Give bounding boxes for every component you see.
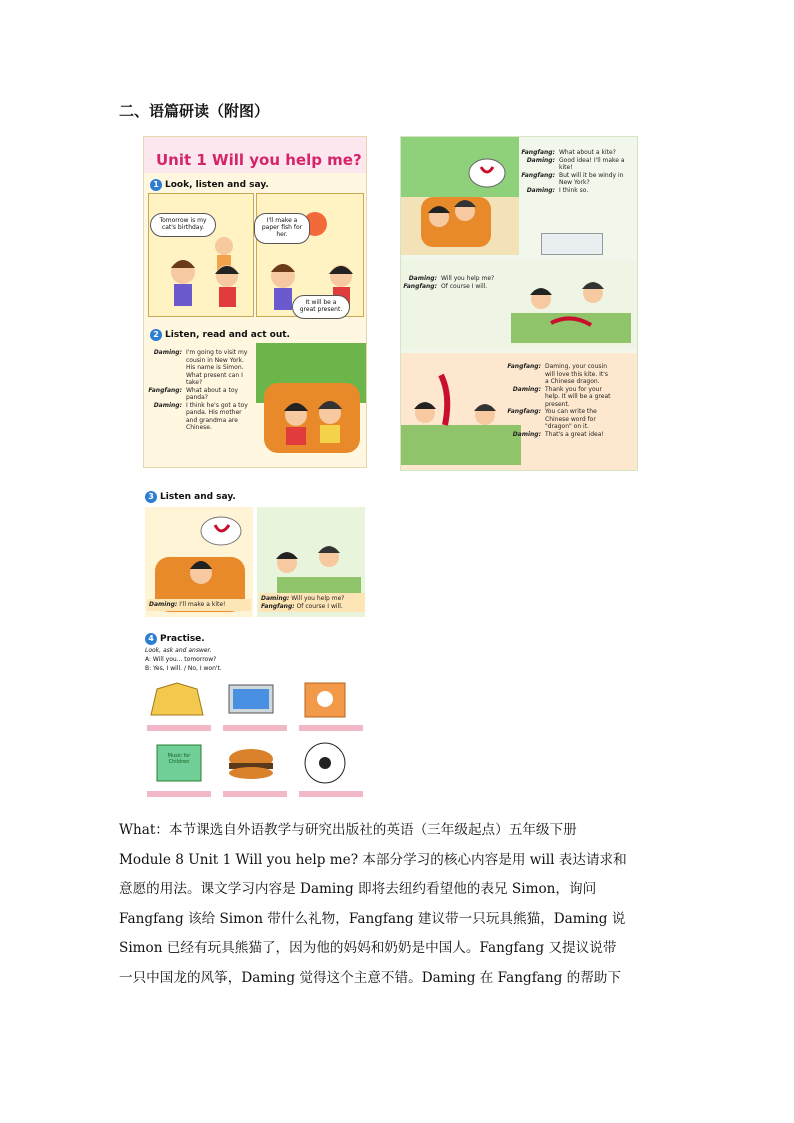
sofa-illustration [256,343,366,467]
computer-icon [229,685,273,713]
burger-icon [229,749,273,779]
textbook-page-left [143,136,367,468]
speech-bubble: Tomorrow is my cat's birthday. [150,213,216,237]
desk-illustration [541,233,603,255]
paragraph-line: Simon 已经有玩具熊猫了，因为他的妈妈和奶奶是中国人。Fangfang 又提议说带 [119,940,617,956]
caption-right [259,593,365,612]
unit-title: Unit 1 Will you help me? [156,151,362,169]
section-1-label: 1 Look, listen and say. [150,179,269,191]
textbook-page-right [400,136,638,471]
paragraph-line: What：本节课选自外语教学与研究出版社的英语（三年级起点）五年级下册 [119,822,577,838]
paragraph-line: 意愿的用法。课文学习内容是 Daming 即将去纽约看望他的表兄 Simon，询问 [119,881,597,897]
dialogue-line: Daming: That's a great idea! [512,430,604,438]
instruction: Look, ask and answer. [145,647,212,654]
dialogue-line: Daming: Will you help me? [408,275,495,282]
paragraph-line: 一只中国龙的风筝，Daming 觉得这个主意不错。Daming 在 Fangfang 的帮助下 [119,969,621,986]
caption-left: Daming: I'll make a kite! [147,599,251,611]
scene-1-illustration [401,137,519,255]
kite-icon [305,683,345,717]
dialogue-line: Daming: I think so. [526,186,589,194]
dialogue-line: Fangfang: Daming, your cousin will love this kite. It's a Chinese dragon. [507,363,609,385]
jacket-icon [151,683,203,715]
comic-panel-1 [148,193,254,317]
paragraph-line: Module 8 Unit 1 Will you help me? 本部分学习的核心内容是用 will 表达请求和 [119,851,627,868]
football-icon [305,743,345,783]
scene-2-illustration [501,263,637,349]
section-3-label: 3 Listen and say. [145,491,236,503]
paragraph-line: Fangfang 该给 Simon 带什么礼物，Fangfang 建议带一只玩具熊猫，Daming 说 [119,910,626,927]
dialogue-line: Fangfang: Of course I will. [261,602,343,610]
dialogue-line: Daming: Thank you for your help. It will be a great present. [512,385,611,408]
speech-bubble: I'll make a paper fish for her. [254,213,310,244]
analysis-paragraph [119,816,675,993]
dialogue-block [401,275,509,290]
dialogue-line: Fangfang: What about a kite? [521,149,616,156]
dialogue-line: Daming: I think he's got a toy panda. His mother and grandma are Chinese. [153,401,248,431]
prompt-a: A: Will you... tomorrow? [145,656,217,663]
dialogue-block [519,149,627,194]
speech-bubble: It will be a great present. [292,295,350,319]
dialogue-line: Daming: Good idea! I'll make a kite! [526,156,625,171]
section-2-label: 2 Listen, read and act out. [150,329,290,341]
dialogue-line: Daming: I'm going to visit my cousin in New York. His name is Simon. What present can I take? [153,349,248,386]
book-cover-text: Music for Children [167,753,191,765]
prompt-b: B: Yes, I will. / No, I won't. [145,665,222,672]
dialogue-line: Fangfang: But will it be windy in New York? [521,171,624,186]
practise-items-illustration [145,681,365,805]
scene-3-illustration [401,355,521,467]
dialogue-block [146,349,254,432]
dialogue-block [505,363,613,438]
textbook-page-lower [143,485,365,810]
dialogue-line: Daming: Will you help me? [261,595,345,602]
dialogue-line: Fangfang: You can write the Chinese word for "dragon" on it. [507,408,597,430]
dialogue-line: Fangfang: What about a toy panda? [148,386,239,401]
section-4-label: 4 Practise. [145,633,205,645]
section-heading: 二、语篇研读（附图） [119,102,270,120]
dialogue-line: Fangfang: Of course I will. [403,282,488,290]
